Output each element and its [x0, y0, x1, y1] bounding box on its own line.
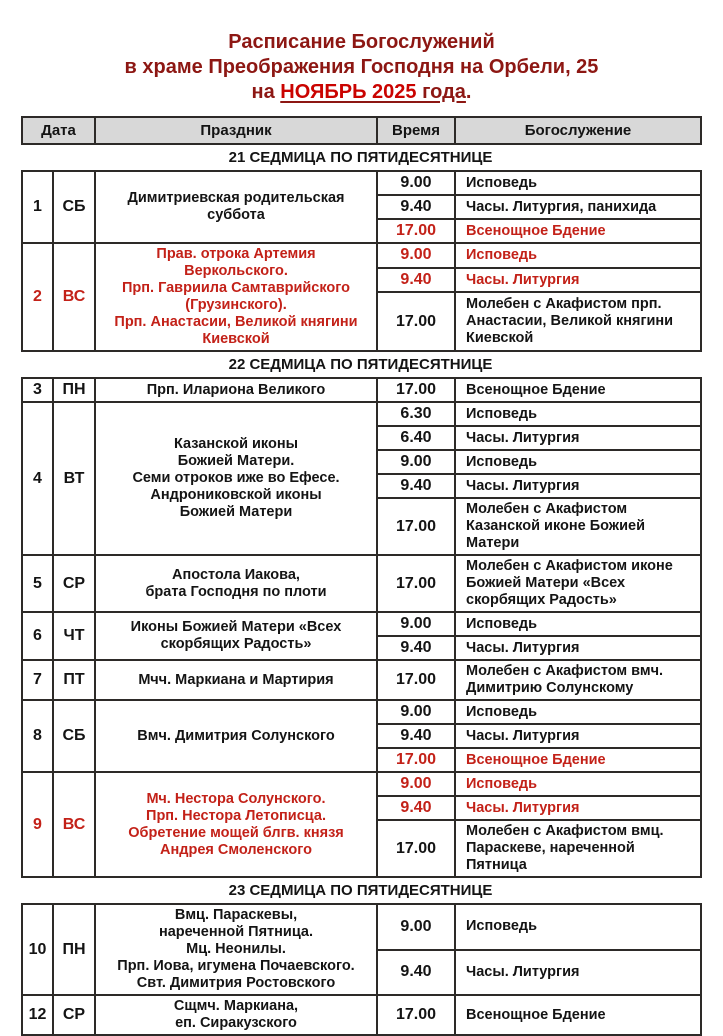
weekday-cell: СР — [53, 995, 95, 1035]
time-cell: 9.00 — [377, 171, 455, 195]
weekday-cell: ПН — [53, 904, 95, 995]
time-cell: 9.00 — [377, 450, 455, 474]
time-cell: 17.00 — [377, 660, 455, 700]
column-header-table — [21, 116, 702, 145]
service-cell: Часы. Литургия — [455, 426, 701, 450]
feast-cell — [95, 171, 377, 243]
weekday-cell: ВТ — [53, 402, 95, 555]
page-title — [0, 0, 723, 105]
feast-line: Прав. отрока Артемия — [156, 246, 316, 262]
feast-line: Иконы Божией Матери «Всех — [130, 619, 342, 635]
day-number-cell: 2 — [22, 243, 53, 351]
day-number-cell: 6 — [22, 612, 53, 660]
feast-cell — [95, 612, 377, 660]
feast-line: Сщмч. Маркиана, — [173, 998, 299, 1014]
weekday-cell: СР — [53, 555, 95, 612]
service-cell: Исповедь — [455, 612, 701, 636]
time-cell: 9.00 — [377, 904, 455, 950]
service-cell: Исповедь — [455, 700, 701, 724]
title-line-1: Расписание Богослужений — [228, 31, 495, 53]
service-cell: Исповедь — [455, 402, 701, 426]
title-year-word: года — [416, 81, 466, 103]
time-cell: 9.40 — [377, 195, 455, 219]
schedule-sections — [0, 148, 723, 1036]
feast-line: Божией Матери — [179, 504, 293, 520]
feast-cell — [95, 772, 377, 877]
service-cell: Молебен с Акафистом Казанской иконе Божией Матери — [455, 498, 701, 555]
day-row — [22, 612, 701, 636]
weekday-cell: ВС — [53, 243, 95, 351]
feast-line: Прп. Гавриила Самтаврийского — [122, 280, 350, 296]
feast-cell — [95, 700, 377, 772]
feast-line: Андрея Смоленского — [160, 841, 312, 858]
title-month-highlight: НОЯБРЬ 2025 — [280, 81, 417, 103]
col-header-feast: Праздник — [95, 117, 377, 144]
time-cell: 9.00 — [377, 772, 455, 796]
weekday-cell: СБ — [53, 171, 95, 243]
service-cell: Молебен с Акафистом иконе Божией Матери «Всех скорбящих Радость» — [455, 555, 701, 612]
feast-line: Димитриевская родительская — [127, 190, 345, 206]
feast-cell — [95, 904, 377, 995]
feast-line: Семи отроков иже во Ефесе. — [132, 470, 340, 486]
schedule-table — [21, 903, 702, 1036]
service-cell: Исповедь — [455, 171, 701, 195]
service-cell: Часы. Литургия — [455, 724, 701, 748]
feast-line: Прп. Нестора Летописца. — [146, 807, 326, 824]
weekday-cell: ВС — [53, 772, 95, 877]
feast-cell — [95, 555, 377, 612]
weekday-cell: ЧТ — [53, 612, 95, 660]
title-period: . — [465, 81, 472, 103]
feast-line: Мчч. Маркиана и Мартирия — [138, 671, 334, 688]
day-number-cell: 3 — [22, 378, 53, 402]
section-header: 22 СЕДМИЦА ПО ПЯТИДЕСЯТНИЦЕ — [228, 356, 493, 373]
feast-line: Мц. Неонилы. — [186, 941, 286, 957]
feast-line: Вмч. Димитрия Солунского — [137, 727, 335, 744]
day-number-cell: 8 — [22, 700, 53, 772]
day-row — [22, 402, 701, 426]
day-row — [22, 171, 701, 195]
time-cell: 17.00 — [377, 292, 455, 351]
day-number-cell: 5 — [22, 555, 53, 612]
time-cell: 9.40 — [377, 474, 455, 498]
day-number-cell: 7 — [22, 660, 53, 700]
day-row — [22, 700, 701, 724]
column-header-row — [22, 117, 701, 144]
col-header-service: Богослужение — [455, 117, 701, 144]
schedule-table — [21, 377, 702, 878]
time-cell: 17.00 — [377, 820, 455, 877]
time-cell: 17.00 — [377, 995, 455, 1035]
feast-line: Божией Матери. — [177, 453, 295, 469]
feast-line: Мч. Нестора Солунского. — [146, 790, 326, 807]
weekday-cell: ПТ — [53, 660, 95, 700]
time-cell: 6.30 — [377, 402, 455, 426]
feast-cell — [95, 660, 377, 700]
day-row — [22, 772, 701, 796]
feast-line: Веркольского. — [184, 263, 288, 279]
feast-line: Казанской иконы — [173, 436, 298, 452]
time-cell: 17.00 — [377, 378, 455, 402]
feast-line: Обретение мощей блгв. князя — [128, 824, 344, 841]
feast-line: скорбящих Радость» — [160, 636, 312, 652]
feast-line: Прп. Анастасии, Великой княгини — [114, 314, 358, 330]
title-month-underline — [280, 81, 466, 103]
feast-cell — [95, 402, 377, 555]
feast-cell — [95, 378, 377, 402]
weekday-cell: ПН — [53, 378, 95, 402]
time-cell: 9.00 — [377, 243, 455, 268]
service-cell: Всенощное Бдение — [455, 995, 701, 1035]
time-cell: 9.00 — [377, 700, 455, 724]
day-row — [22, 995, 701, 1035]
feast-line: еп. Сиракузского — [175, 1015, 297, 1031]
time-cell: 17.00 — [377, 555, 455, 612]
time-cell: 17.00 — [377, 498, 455, 555]
service-cell: Молебен с Акафистом вмц. Параскеве, нареченной Пятница — [455, 820, 701, 877]
service-cell: Исповедь — [455, 772, 701, 796]
title-line-3 — [0, 80, 723, 105]
col-header-date: Дата — [22, 117, 95, 144]
feast-line: Вмц. Параскевы, — [174, 907, 298, 923]
service-cell: Часы. Литургия — [455, 950, 701, 996]
service-cell: Молебен с Акафистом вмч. Димитрию Солунскому — [455, 660, 701, 700]
service-cell: Часы. Литургия — [455, 636, 701, 660]
service-cell: Всенощное Бдение — [455, 748, 701, 772]
day-row — [22, 378, 701, 402]
feast-cell — [95, 243, 377, 351]
schedule-table — [21, 170, 702, 352]
feast-line: нареченной Пятница. — [158, 924, 314, 940]
day-row — [22, 904, 701, 950]
day-row — [22, 660, 701, 700]
time-cell: 9.40 — [377, 636, 455, 660]
feast-line: Киевской — [202, 331, 270, 347]
feast-line: (Грузинского). — [185, 297, 287, 313]
service-cell: Часы. Литургия — [455, 474, 701, 498]
title-line-2: в храме Преображения Господня на Орбели, 25 — [124, 56, 599, 78]
day-row — [22, 243, 701, 268]
service-cell: Часы. Литургия, панихида — [455, 195, 701, 219]
time-cell: 9.40 — [377, 950, 455, 996]
section-header: 23 СЕДМИЦА ПО ПЯТИДЕСЯТНИЦЕ — [228, 882, 493, 899]
time-cell: 9.40 — [377, 796, 455, 820]
time-cell: 9.40 — [377, 268, 455, 293]
feast-cell — [95, 995, 377, 1035]
feast-line: Апостола Иакова, — [172, 566, 300, 583]
time-cell: 17.00 — [377, 748, 455, 772]
service-cell: Всенощное Бдение — [455, 219, 701, 243]
title-month-prefix: на — [251, 81, 281, 103]
day-number-cell: 9 — [22, 772, 53, 877]
service-cell: Часы. Литургия — [455, 268, 701, 293]
day-row — [22, 555, 701, 612]
day-number-cell: 12 — [22, 995, 53, 1035]
feast-line: Свт. Димитрия Ростовского — [136, 975, 336, 991]
feast-line: суббота — [207, 207, 265, 223]
feast-line: брата Господня по плоти — [145, 583, 327, 600]
service-cell: Часы. Литургия — [455, 796, 701, 820]
day-number-cell: 10 — [22, 904, 53, 995]
col-header-time: Время — [377, 117, 455, 144]
feast-line: Андрониковской иконы — [150, 487, 322, 503]
feast-line: Прп. Иова, игумена Почаевского. — [117, 958, 355, 974]
day-number-cell: 4 — [22, 402, 53, 555]
feast-line: Прп. Илариона Великого — [146, 381, 326, 398]
time-cell: 6.40 — [377, 426, 455, 450]
section-header: 21 СЕДМИЦА ПО ПЯТИДЕСЯТНИЦЕ — [228, 149, 493, 166]
service-cell: Всенощное Бдение — [455, 378, 701, 402]
service-cell: Исповедь — [455, 450, 701, 474]
weekday-cell: СБ — [53, 700, 95, 772]
time-cell: 9.00 — [377, 612, 455, 636]
service-cell: Исповедь — [455, 904, 701, 950]
time-cell: 17.00 — [377, 219, 455, 243]
service-cell: Молебен с Акафистом прп. Анастасии, Великой княгини Киевской — [455, 292, 701, 351]
service-cell: Исповедь — [455, 243, 701, 268]
time-cell: 9.40 — [377, 724, 455, 748]
day-number-cell: 1 — [22, 171, 53, 243]
